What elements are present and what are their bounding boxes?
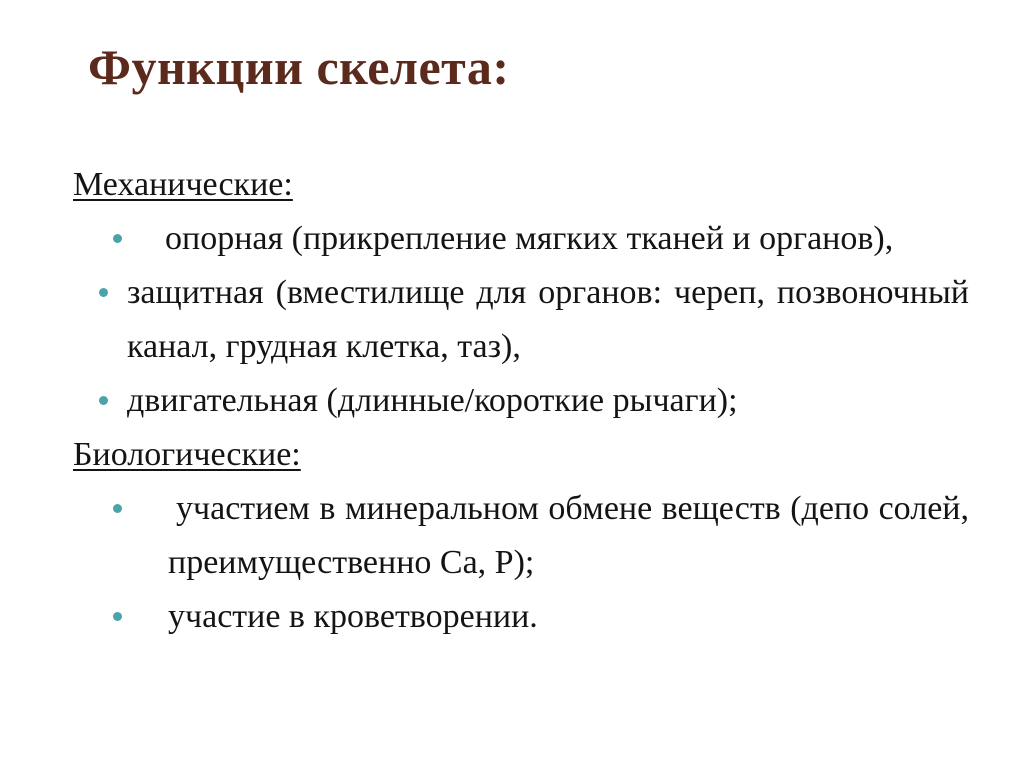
list-item-motor <box>73 374 969 428</box>
list-item-support <box>73 212 969 266</box>
list-item-text: участием в минеральном обмене веществ (депо солей, преимущественно Ca, P); <box>168 490 969 581</box>
section-heading-mechanical: Механические: <box>73 166 293 203</box>
list-item-hematopoiesis <box>73 590 969 644</box>
list-item-text: опорная (прикрепление мягких тканей и органов), <box>165 220 894 257</box>
list-item-text: участие в кроветворении. <box>168 598 538 635</box>
list-item-protective <box>73 266 969 374</box>
section-heading-biological: Биологические: <box>73 436 301 473</box>
list-item-mineral-exchange <box>73 482 969 590</box>
bullet-icon <box>99 288 108 297</box>
list-item-text: двигательная (длинные/короткие рычаги); <box>127 382 738 419</box>
slide-content <box>73 158 969 644</box>
bullet-icon <box>99 396 108 405</box>
bullet-icon <box>113 504 122 513</box>
list-item-text: защитная (вместилище для органов: череп, позвоночный канал, грудная клетка, таз), <box>127 274 969 365</box>
bullet-icon <box>113 234 122 243</box>
bullet-icon <box>113 612 122 621</box>
slide-title: Функции скелета: <box>88 39 510 95</box>
